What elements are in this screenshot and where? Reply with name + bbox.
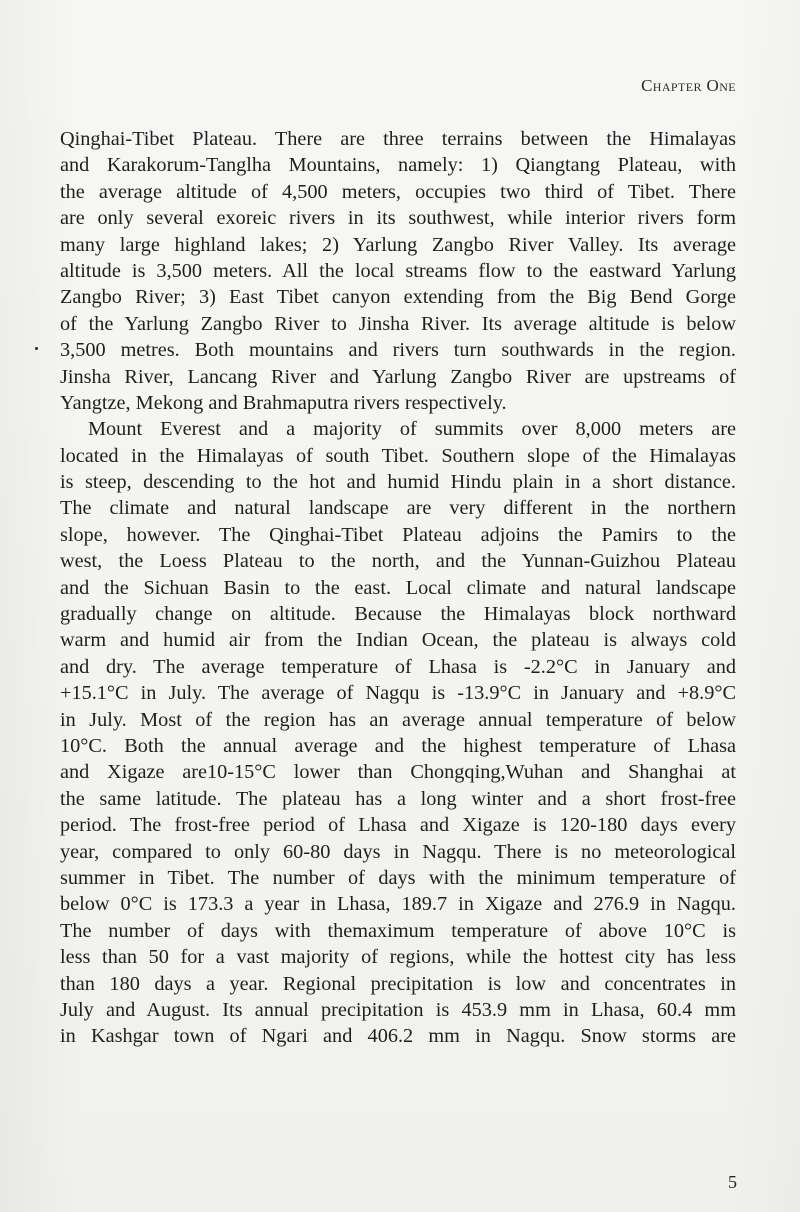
paragraph-1-line-7: Zangbo River; 3) East Tibet canyon extending from the Big Bend Gorge xyxy=(60,286,736,309)
paragraph-2-line-19: below 0°C is 173.3 a year in Lhasa, 189.7 in Xigaze and 276.9 in Nagqu. xyxy=(60,893,736,916)
paragraph-1-line-3: the average altitude of 4,500 meters, occupies two third of Tibet. There xyxy=(60,180,736,203)
paragraph-2-line-14: and Xigaze are10-15°C lower than Chongqing,Wuhan and Shanghai at xyxy=(60,761,736,784)
paragraph-2-line-5: slope, however. The Qinghai-Tibet Plateau adjoins the Pamirs to the xyxy=(60,523,736,546)
paragraph-2-line-1: Mount Everest and a majority of summits over 8,000 meters are xyxy=(88,418,736,441)
paragraph-2-line-20: The number of days with themaximum temperature of above 10°C is xyxy=(60,919,736,942)
body-text xyxy=(60,126,736,1050)
paragraph-1-line-9: 3,500 metres. Both mountains and rivers turn southwards in the region. xyxy=(60,339,736,362)
paragraph-2-line-18: summer in Tibet. The number of days with the minimum temperature of xyxy=(60,866,736,889)
paragraph-2-line-22: than 180 days a year. Regional precipitation is low and concentrates in xyxy=(60,972,736,995)
paragraph-2-line-4: The climate and natural landscape are very different in the northern xyxy=(60,497,736,520)
paragraph-2-line-2: located in the Himalayas of south Tibet. Southern slope of the Himalayas xyxy=(60,444,736,467)
paragraph-2-line-13: 10°C. Both the annual average and the highest temperature of Lhasa xyxy=(60,734,736,757)
paragraph-1-line-11: Yangtze, Mekong and Brahmaputra rivers respectively. xyxy=(60,391,507,414)
paragraph-2-line-15: the same latitude. The plateau has a long winter and a short frost-free xyxy=(60,787,736,810)
paragraph-2-line-3: is steep, descending to the hot and humid Hindu plain in a short distance. xyxy=(60,471,736,494)
page-number: 5 xyxy=(728,1172,737,1192)
paragraph-2-line-11: +15.1°C in July. The average of Nagqu is -13.9°C in January and +8.9°C xyxy=(60,682,736,705)
paragraph-1-line-2: and Karakorum-Tanglha Mountains, namely: 1) Qiangtang Plateau, with xyxy=(60,154,736,177)
paragraph-1-line-8: of the Yarlung Zangbo River to Jinsha River. Its average altitude is below xyxy=(60,312,736,335)
margin-dot-mark xyxy=(35,347,38,350)
paragraph-2-line-24: in Kashgar town of Ngari and 406.2 mm in Nagqu. Snow storms are xyxy=(60,1025,736,1048)
paragraph-1-line-10: Jinsha River, Lancang River and Yarlung Zangbo River are upstreams of xyxy=(60,365,736,388)
paragraph-2 xyxy=(60,416,736,1049)
paragraph-2-line-16: period. The frost-free period of Lhasa and Xigaze is 120-180 days every xyxy=(60,814,736,837)
paragraph-2-line-7: and the Sichuan Basin to the east. Local climate and natural landscape xyxy=(60,576,736,599)
paragraph-2-line-10: and dry. The average temperature of Lhasa is -2.2°C in January and xyxy=(60,655,736,678)
paragraph-2-line-8: gradually change on altitude. Because the Himalayas block northward xyxy=(60,603,736,626)
paragraph-2-line-21: less than 50 for a vast majority of regions, while the hottest city has less xyxy=(60,946,736,969)
paragraph-1-line-6: altitude is 3,500 meters. All the local streams flow to the eastward Yarlung xyxy=(60,259,736,282)
running-head: Chapter One xyxy=(641,76,736,95)
paragraph-1-line-1: Qinghai-Tibet Plateau. There are three terrains between the Himalayas xyxy=(60,128,736,150)
paragraph-2-line-12: in July. Most of the region has an average annual temperature of below xyxy=(60,708,736,731)
paragraph-1 xyxy=(60,126,736,416)
paragraph-1-line-4: are only several exoreic rivers in its southwest, while interior rivers form xyxy=(60,207,736,230)
paragraph-2-line-9: warm and humid air from the Indian Ocean, the plateau is always cold xyxy=(60,629,736,652)
paragraph-1-line-5: many large highland lakes; 2) Yarlung Zangbo River Valley. Its average xyxy=(60,233,736,256)
paragraph-2-line-6: west, the Loess Plateau to the north, and the Yunnan-Guizhou Plateau xyxy=(60,550,736,573)
paragraph-2-line-17: year, compared to only 60-80 days in Nagqu. There is no meteorological xyxy=(60,840,736,863)
paragraph-2-line-23: July and August. Its annual precipitation is 453.9 mm in Lhasa, 60.4 mm xyxy=(60,998,736,1021)
